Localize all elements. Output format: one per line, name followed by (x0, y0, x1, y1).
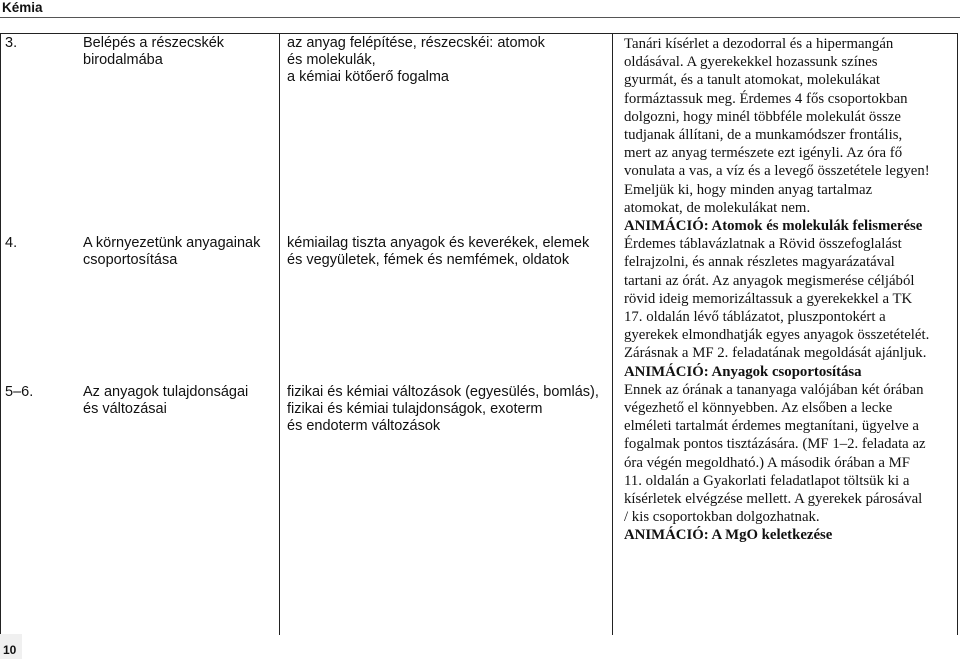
content-line: kémiailag tiszta anyagok és keverékek, elemek (287, 235, 590, 251)
page-number: 10 (3, 643, 17, 657)
note-line: 11. oldalán a Gyakorlati feladatlapot töltsük ki a (624, 472, 910, 489)
content-line: az anyag felépítése, részecskéi: atomok (287, 35, 545, 51)
note-line: tartani az órát. Az anyagok megismerése céljából (624, 272, 915, 289)
note-line: gyurmát, és a tanult atomokat, molekulákat (624, 72, 880, 89)
row-number (0, 235, 70, 252)
column-divider-1 (279, 33, 280, 635)
note-line: felrajzolni, és annak részletes magyarázatával (624, 254, 895, 271)
lesson-number: 4. (5, 235, 18, 251)
content-line: fizikai és kémiai változások (egyesülés, bomlás), (287, 384, 599, 400)
note-line: kísérletek elvégzése mellett. A gyerekek párosával (624, 491, 923, 508)
teacher-notes (624, 35, 957, 545)
column-divider-2 (612, 33, 613, 635)
table-top-border (0, 33, 958, 34)
table-left-border (0, 33, 1, 635)
row-number (0, 384, 70, 401)
note-line: Tanári kísérlet a dezodorral és a hipermangán (624, 36, 894, 52)
animation-label: ANIMÁCIÓ: Atomok és molekulák felismerése (624, 218, 923, 235)
row-number (0, 35, 70, 52)
animation-label: ANIMÁCIÓ: A MgO keletkezése (624, 527, 833, 544)
note-line: fogalmak pontos tisztázására. (MF 1–2. feladata az (624, 436, 926, 453)
topic-line: A környezetünk anyagainak (83, 235, 261, 251)
note-line: Emeljük ki, hogy minden anyag tartalmaz (624, 181, 873, 198)
note-line: óra végén megoldható.) A második órában a MF (624, 454, 911, 471)
content-line: és molekulák, (287, 52, 376, 68)
note-line: Zárásnak a MF 2. feladatának megoldását ajánljuk. (624, 345, 927, 362)
table-right-border (957, 33, 958, 635)
content-line: fizikai és kémiai tulajdonságok, exoterm (287, 401, 543, 417)
note-line: tudjanak állítani, de a munkamódszer frontális, (624, 127, 903, 144)
note-line: elméleti tartalmát érdemes megtanítani, ügyelve a (624, 418, 919, 435)
note-line: vonulata a vas, a víz és a levegő összetétele legyen! (624, 163, 930, 180)
note-line: rövid ideig memorizáltassuk a gyerekekkel a TK (624, 290, 913, 307)
animation-label: ANIMÁCIÓ: Anyagok csoportosítása (624, 363, 862, 380)
lesson-number: 5–6. (5, 384, 34, 400)
content-line: és vegyületek, fémek és nemfémek, oldatok (287, 252, 570, 268)
content-line: a kémiai kötőerő fogalma (287, 69, 449, 85)
note-line: 17. oldalán lévő táblázatot, pluszpontokért a (624, 309, 886, 326)
note-line: oldásával. A gyerekekkel hozassunk színes (624, 54, 878, 71)
note-line: mert az anyag természete ezt igényli. Az óra fő (624, 145, 903, 162)
note-line: dolgozni, hogy minél többféle molekulát össze (624, 108, 901, 125)
lesson-content (287, 384, 607, 435)
topic-line: csoportosítása (83, 252, 178, 268)
note-line: / kis csoportokban dolgozhatnak. (624, 509, 820, 526)
lesson-topic (83, 35, 278, 69)
note-line: Ennek az órának a tananyaga valójában két órában (624, 381, 924, 398)
note-line: formáztassuk meg. Érdemes 4 fős csoportokban (624, 90, 908, 107)
lesson-topic (83, 384, 278, 418)
lesson-number: 3. (5, 35, 18, 51)
page-header-subject: Kémia (0, 0, 960, 18)
topic-line: és változásai (83, 401, 167, 417)
topic-line: Belépés a részecskék (83, 35, 225, 51)
lesson-topic (83, 235, 278, 269)
lesson-content (287, 35, 607, 86)
topic-line: Az anyagok tulajdonságai (83, 384, 249, 400)
topic-line: birodalmába (83, 52, 163, 68)
content-line: és endoterm változások (287, 418, 441, 434)
note-line: Érdemes táblavázlatnak a Rövid összefoglalást (624, 236, 902, 253)
note-line: atomokat, de molekulákat nem. (624, 199, 811, 216)
lesson-content (287, 235, 607, 269)
note-line: gyerekek elmondhatják egyes anyagok összetételét. (624, 327, 930, 344)
note-line: végezhető el könnyebben. Az elsőben a lecke (624, 400, 893, 417)
